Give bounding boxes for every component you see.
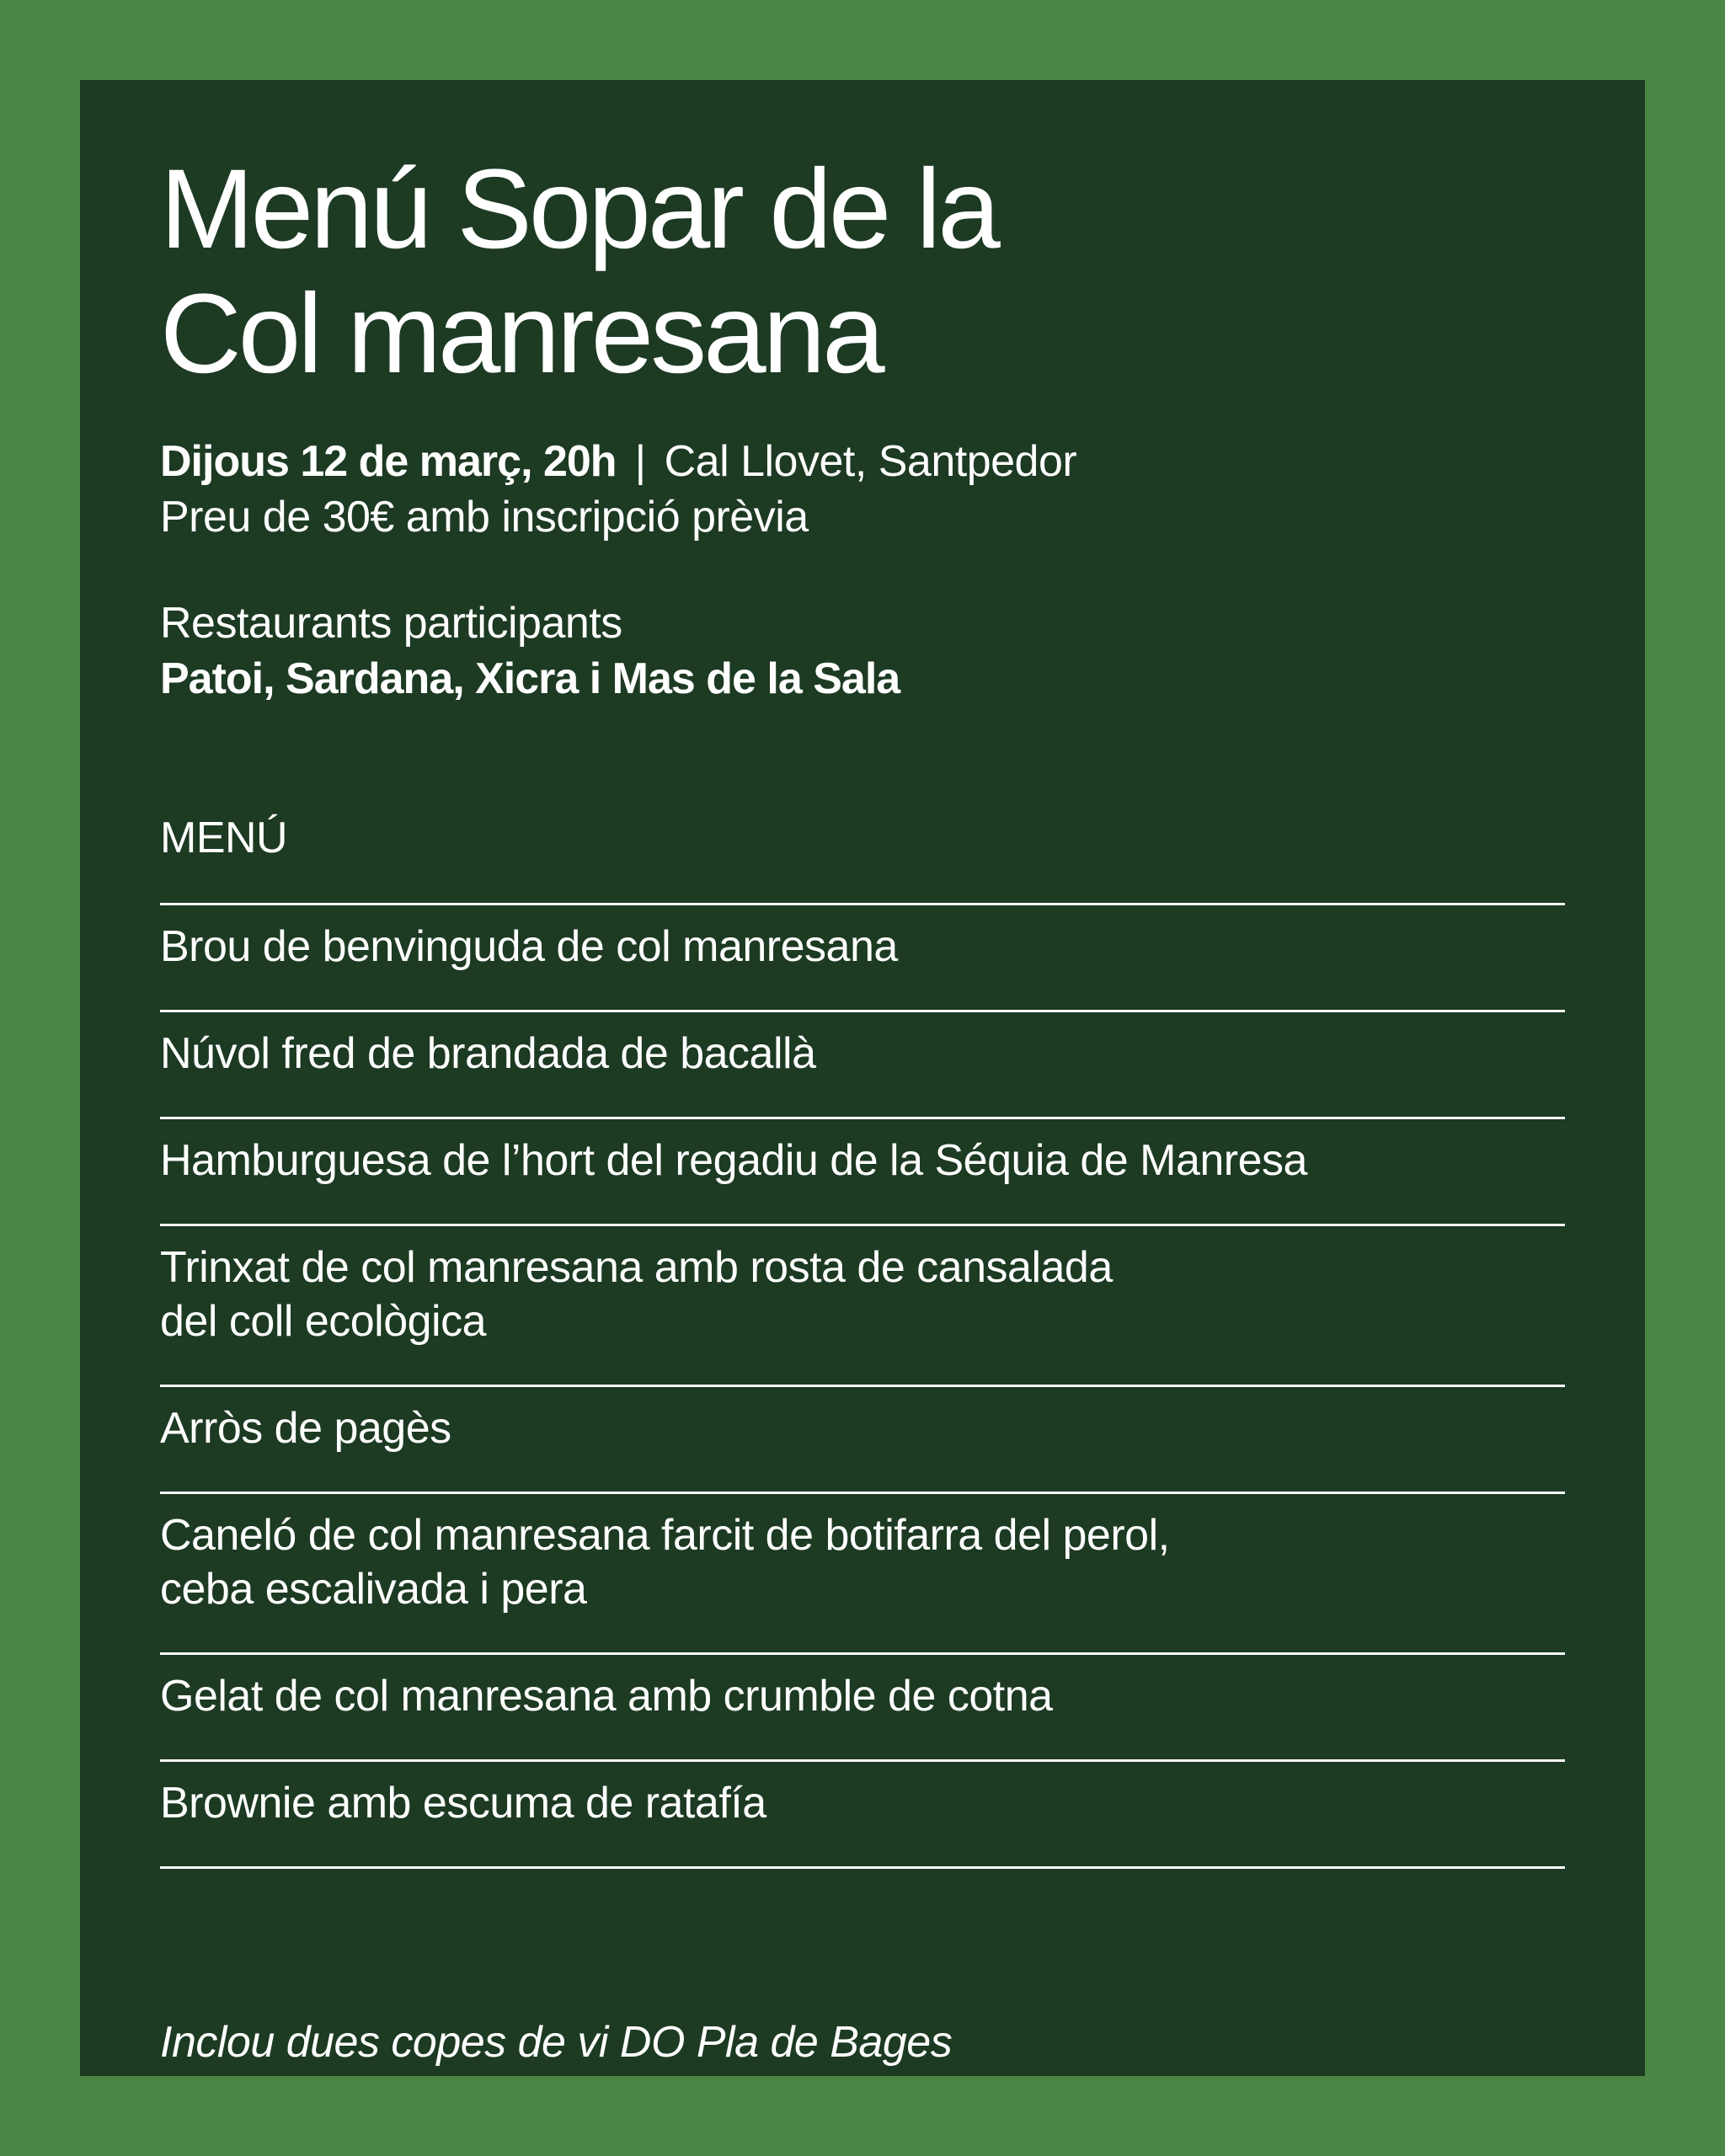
menu-item xyxy=(160,1762,1565,1869)
menu-item xyxy=(160,1012,1565,1119)
menu-heading: MENÚ xyxy=(160,814,288,862)
menu-item-line-1: Trinxat de col manresana amb rosta de cansalada xyxy=(160,1243,1113,1292)
menu-item-text xyxy=(160,1494,1170,1616)
menu-item xyxy=(160,1494,1565,1655)
menu-item-text: Núvol fred de brandada de bacallà xyxy=(160,1029,816,1078)
menu-item-text xyxy=(160,1226,1113,1348)
event-date-time: Dijous 12 de març, 20h xyxy=(160,437,617,486)
menu-item-text: Hamburguesa de l’hort del regadiu de la Séquia de Manresa xyxy=(160,1136,1307,1185)
menu-item xyxy=(160,1387,1565,1494)
menu-item-text: Brou de benvinguda de col manresana xyxy=(160,922,898,971)
menu-item-text: Brownie amb escuma de ratafía xyxy=(160,1779,766,1828)
menu-item xyxy=(160,1119,1565,1226)
menu-item xyxy=(160,1655,1565,1762)
event-location: Cal Llovet, Santpedor xyxy=(664,437,1077,486)
participants-label: Restaurants participants xyxy=(160,599,622,648)
menu-item-line-2: ceba escalivada i pera xyxy=(160,1565,587,1614)
menu-card xyxy=(80,80,1645,2076)
menu-list xyxy=(160,903,1565,1869)
menu-item-text: Gelat de col manresana amb crumble de cotna xyxy=(160,1672,1053,1721)
menu-item-text: Arròs de pagès xyxy=(160,1404,451,1453)
event-info xyxy=(160,434,1076,545)
event-date-location xyxy=(160,434,1076,489)
menu-item xyxy=(160,1226,1565,1387)
participants-block xyxy=(160,595,900,707)
page-title xyxy=(160,147,997,397)
title-line-1: Menú Sopar de la xyxy=(160,147,997,272)
wine-footnote: Inclou dues copes de vi DO Pla de Bages xyxy=(160,2018,953,2067)
menu-item-line-2: del coll ecològica xyxy=(160,1297,487,1346)
title-line-2: Col manresana xyxy=(160,271,882,397)
menu-item-line-1: Caneló de col manresana farcit de botifarra del perol, xyxy=(160,1511,1170,1560)
event-price: Preu de 30€ amb inscripció prèvia xyxy=(160,493,809,542)
menu-item xyxy=(160,905,1565,1012)
participants-names: Patoi, Sardana, Xicra i Mas de la Sala xyxy=(160,654,900,703)
event-separator: | xyxy=(634,437,646,486)
